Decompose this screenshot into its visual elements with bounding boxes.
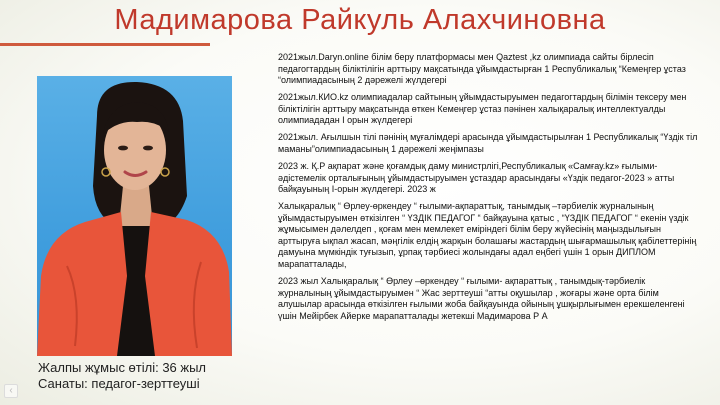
achievement-paragraph: 2021жыл.КИО.kz олимпиадалар сайтының ұйымдастыруымен педагогтардың білімін тексеру мен біліктілігін арттыру мақсатында өткен Кемеңгер ұстаз пәнінен халықаралық интеллектуалды олимпиададан I орын жүлдегері	[278, 92, 687, 126]
achievement-paragraph: Халықаралық “ Өрлеу-өркендеу “ ғылыми-ақпараттық, танымдық –тәрбиелік журналының ұйымдастыруымен өткізілген “ ҮЗДІК ПЕДАГОГ “ байқауына қатыс , “ҮЗДІК ПЕДАГОГ “ екенін үздік жұмысымен дәлелдеп , қоғам мен мемлекет еміріндегі білім беру жүйесінің маңыздылығын арттыруға ықпал жасап, мәңгілік елдің жарқын болашағы жастардың шығармашылық қабілеттерінің дамуына мүмкіндік туғызып, ұрпақ тәрбиесі жолындағы адал еңбегі үшін 1 орын ДИПЛОМ марапатталады,	[278, 201, 697, 270]
experience-label: Жалпы жұмыс өтілі: 36 жыл	[38, 360, 207, 375]
portrait-photo	[37, 76, 232, 356]
accent-bar	[0, 43, 210, 46]
achievement-paragraph: 2021жыл.Daryn.online білім беру платформасы мен Qaztest ,kz олимпиада сайты бірлесіп педагогтардың біліктілігін арттыру мақсатында ұйымдастырған 1 Республикалық “Кемеңгер ұстаз “олимпиадасының 2 дәрежелі жүлдегері	[278, 52, 686, 86]
portrait-illustration	[37, 76, 232, 356]
chevron-left-icon[interactable]: ‹	[4, 384, 18, 398]
profile-caption	[38, 360, 206, 392]
category-label: Санаты: педагог-зерттеуші	[38, 376, 200, 391]
slide-title: Мадимарова Райкуль Алахчиновна	[114, 4, 606, 36]
achievement-paragraph: 2021жыл. Ағылшын тілі пәнінің мұғалімдері арасында ұйымдастырылған 1 Республикалық “Үздік тіл маманы”олимпиадасының 1 дәрежелі жеңімпазы	[278, 132, 698, 154]
achievement-paragraph: 2023 жыл Халықаралық “ Өрлеу –өркендеу “ ғылыми- ақпараттық , танымдық-тәрбиелік журналының ұйымдастыруымен “ Жас зерттеуші “атты оқушылар , жоғары және орта білім алушылар арасында өткізілген ғылыми жоба байқауында ойының ұшқырлығымен ерекшеленгені үшін Мейірбек Айерке марапатталады жетекші Мадимарова Р А	[278, 276, 685, 321]
achievements-text	[278, 52, 698, 328]
achievement-paragraph: 2023 ж. Қ.Р ақпарат және қоғамдық даму министрлігі,Республикалық «Самғау.kz» ғылыми-әдістемелік орталығының ұйымдастыруымен ұстаздар арасындағы «Үздік педагог-2023 » атты байқауының I-орын жүлдегері. 2023 ж	[278, 160, 675, 195]
